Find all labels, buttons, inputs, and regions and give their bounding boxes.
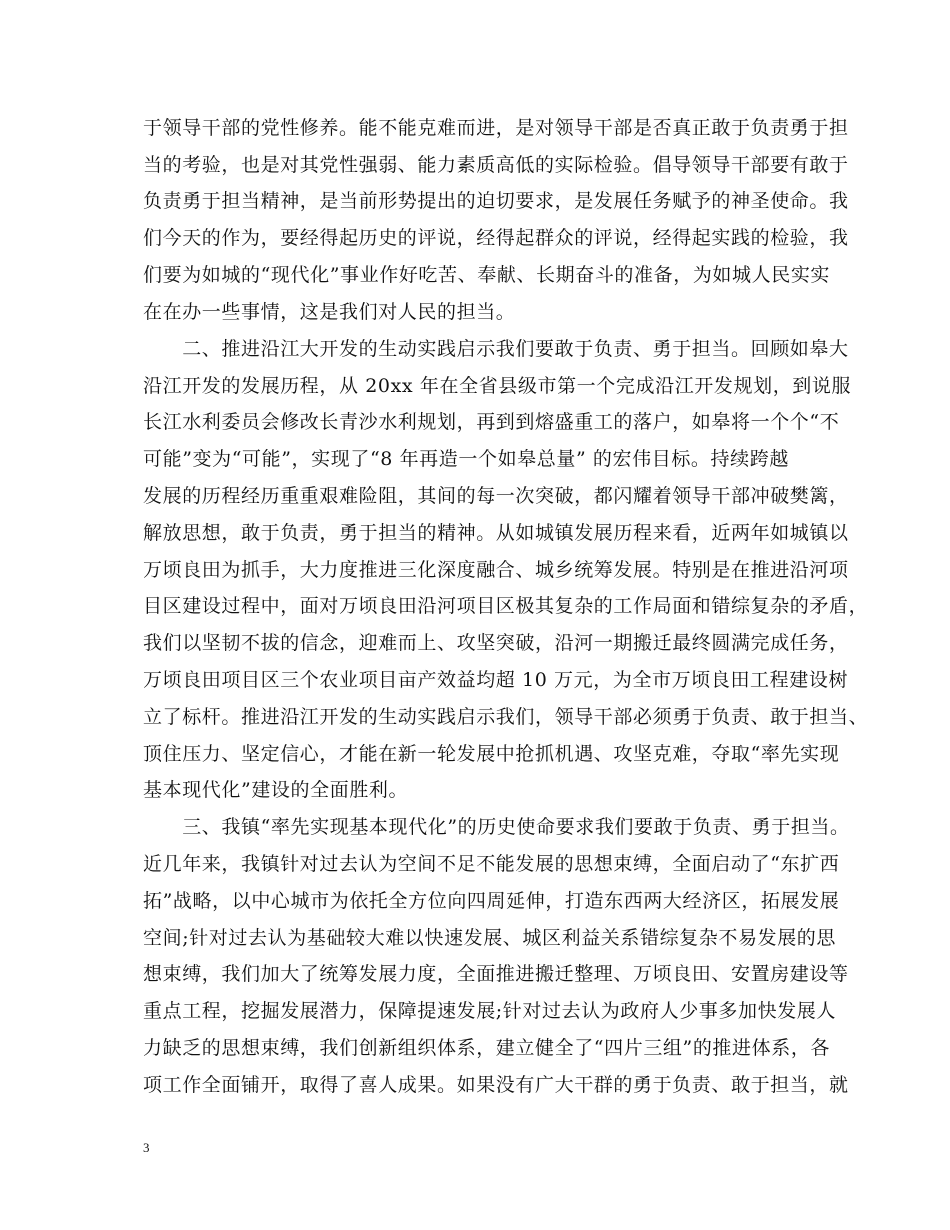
body-text-line: 顶住压力、坚定信心，才能在新一轮发展中抢抓机遇、攻坚克难，夺取“率先实现 <box>143 743 840 765</box>
body-text-line: 发展的历程经历重重艰难险阻，其间的每一次突破，都闪耀着领导干部冲破樊篱， <box>143 485 849 507</box>
body-text-line: 长江水利委员会修改长青沙水利规划，再到到熔盛重工的落户，如皋将一个个“不 <box>143 411 840 433</box>
body-text-line: 们要为如城的“现代化”事业作好吃苦、奉献、长期奋斗的准备，为如城人民实实 <box>143 264 831 286</box>
body-text-line: 重点工程，挖掘发展潜力，保障提速发展;针对过去认为政府人少事多加快发展人 <box>143 1000 837 1022</box>
body-text-line: 在在办一些事情，这是我们对人民的担当。 <box>143 301 516 323</box>
body-text-line: 负责勇于担当精神，是当前形势提出的迫切要求，是发展任务赋予的神圣使命。我 <box>143 190 849 212</box>
body-text-line: 力缺乏的思想束缚，我们创新组织体系，建立健全了“四片三组”的推进体系，各 <box>143 1037 831 1059</box>
body-text-line: 基本现代化”建设的全面胜利。 <box>143 779 409 801</box>
body-text-line: 二、推进沿江大开发的生动实践启示我们要敢于负责、勇于担当。回顾如皋大 <box>143 338 849 360</box>
body-text-line: 空间;针对过去认为基础较大难以快速发展、城区利益关系错综复杂不易发展的思 <box>143 927 837 949</box>
body-text-line: 项工作全面铺开，取得了喜人成果。如果没有广大干群的勇于负责、敢于担当，就 <box>143 1074 849 1096</box>
body-text-line: 近几年来，我镇针对过去认为空间不足不能发展的思想束缚，全面启动了“东扩西 <box>143 853 840 875</box>
body-text-line: 于领导干部的党性修养。能不能克难而进，是对领导干部是否真正敢于负责勇于担 <box>143 117 849 139</box>
body-text-line: 沿江开发的发展历程，从 20xx 年在全省县级市第一个完成沿江开发规划，到说服 <box>143 375 852 397</box>
body-text-line: 们今天的作为，要经得起历史的评说，经得起群众的评说，经得起实践的检验，我 <box>143 227 849 249</box>
body-text-line: 想束缚，我们加大了统筹发展力度，全面推进搬迁整理、万顷良田、安置房建设等 <box>143 963 849 985</box>
body-text-line: 拓”战略，以中心城市为依托全方位向四周延伸，打造东西两大经济区，拓展发展 <box>143 890 840 912</box>
body-text-line: 三、我镇“率先实现基本现代化”的历史使命要求我们要敢于负责、勇于担当。 <box>143 816 850 838</box>
body-text-line: 当的考验，也是对其党性强弱、能力素质高低的实际检验。倡导领导干部要有敢于 <box>143 154 849 176</box>
body-text-line: 立了标杆。推进沿江开发的生动实践启示我们，领导干部必须勇于负责、敢于担当、 <box>143 706 869 728</box>
body-text-line: 可能”变为“可能”，实现了“8 年再造一个如皋总量” 的宏伟目标。持续跨越 <box>143 448 789 470</box>
page-number: 3 <box>143 1140 150 1155</box>
body-text-line: 解放思想，敢于负责，勇于担当的精神。从如城镇发展历程来看，近两年如城镇以 <box>143 522 849 544</box>
body-text-line: 万顷良田为抓手，大力度推进三化深度融合、城乡统筹发展。特别是在推进沿河项 <box>143 559 849 581</box>
body-text-line: 万顷良田项目区三个农业项目亩产效益均超 10 万元，为全市万顷良田工程建设树 <box>143 669 849 691</box>
body-text-line: 我们以坚韧不拔的信念，迎难而上、攻坚突破，沿河一期搬迁最终圆满完成任务， <box>143 632 849 654</box>
body-text-line: 目区建设过程中，面对万顷良田沿河项目区极其复杂的工作局面和错综复杂的矛盾， <box>143 595 869 617</box>
